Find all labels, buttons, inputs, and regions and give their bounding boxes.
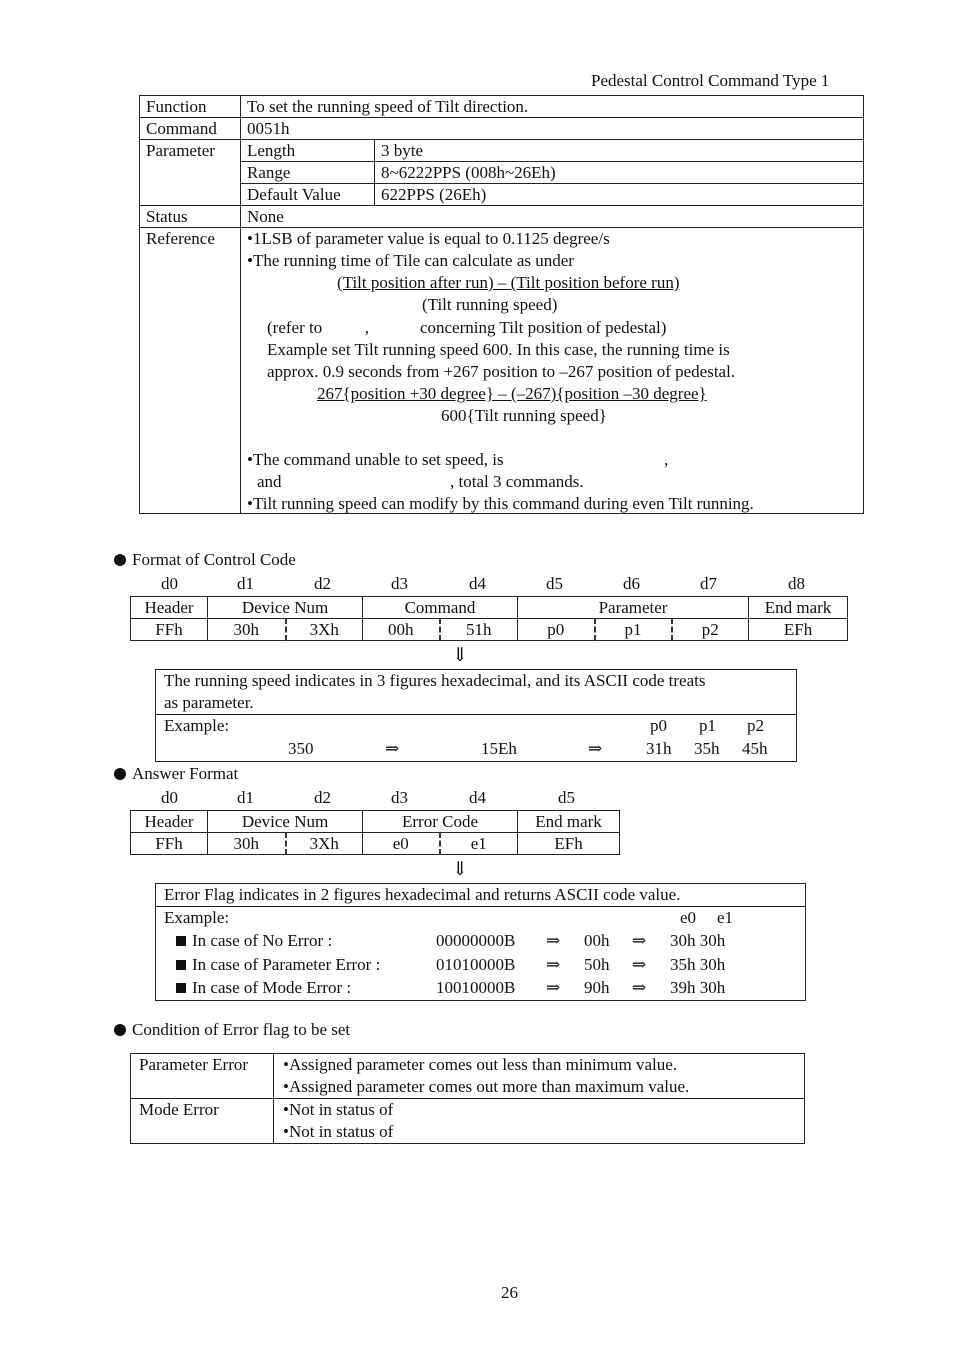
byte-value: e0 xyxy=(363,833,440,855)
note-line: The running speed indicates in 3 figures hexadecimal, and its ASCII code treats xyxy=(164,671,706,690)
conditions-table xyxy=(130,1053,805,1144)
condition-line: •Not in status of xyxy=(283,1100,394,1119)
col-label: d2 xyxy=(314,788,331,807)
error-row-binary: 00000000B xyxy=(436,931,516,950)
condition-line: •Assigned parameter comes out more than maximum value. xyxy=(283,1077,690,1096)
col-label: d4 xyxy=(469,574,486,593)
right-arrow-icon: ⇒ xyxy=(546,955,561,974)
byte-value: p0 xyxy=(518,619,595,641)
down-arrow-icon: ⇓ xyxy=(452,645,468,666)
col-label: d7 xyxy=(700,574,717,593)
param-range-name: Range xyxy=(241,162,375,184)
col-label: d3 xyxy=(391,788,408,807)
example-decimal: 350 xyxy=(288,739,314,758)
control-code-table xyxy=(130,596,848,641)
example-label: Example: xyxy=(164,908,230,927)
condition-line: •Not in status of xyxy=(283,1122,394,1141)
ref-line: •The running time of Tile can calculate as under xyxy=(247,251,574,270)
right-arrow-icon: ⇒ xyxy=(385,739,400,758)
note-line: Error Flag indicates in 2 figures hexadecimal and returns ASCII code value. xyxy=(164,885,681,904)
col-label: d3 xyxy=(391,574,408,593)
command-value: 0051h xyxy=(241,118,864,140)
byte-value: 30h xyxy=(208,833,286,855)
condition-line: •Assigned parameter comes out less than minimum value. xyxy=(283,1055,678,1074)
ref-line: •Tilt running speed can modify by this command during even Tilt running. xyxy=(247,494,754,513)
byte-value: FFh xyxy=(131,619,208,641)
page-number: 26 xyxy=(501,1283,518,1302)
square-bullet-icon xyxy=(176,983,186,993)
group-end-mark: End mark xyxy=(518,811,620,833)
answer-note-box xyxy=(155,883,806,1001)
ref-line: , xyxy=(664,450,669,469)
param-default-value: 622PPS (26Eh) xyxy=(375,184,864,206)
bullet-icon xyxy=(114,768,126,780)
group-parameter: Parameter xyxy=(518,597,749,619)
group-device-num: Device Num xyxy=(208,597,363,619)
example-ascii: 45h xyxy=(742,739,768,758)
conditions-heading: Condition of Error flag to be set xyxy=(114,1020,350,1040)
byte-value: 3Xh xyxy=(286,833,363,855)
reference-content xyxy=(241,228,864,514)
byte-value: EFh xyxy=(749,619,848,641)
ref-example-numerator: 267{position +30 degree} – (–267){position –30 degree} xyxy=(317,384,707,403)
error-row-hex: 50h xyxy=(584,955,610,974)
example-head: p1 xyxy=(699,716,716,735)
ref-line: and xyxy=(257,472,282,491)
byte-value: 00h xyxy=(363,619,440,641)
ref-line: (refer to , concerning Tilt position of pedestal) xyxy=(267,318,667,337)
divider xyxy=(156,906,805,907)
col-label: d2 xyxy=(314,574,331,593)
error-row-binary: 01010000B xyxy=(436,955,516,974)
example-head: e1 xyxy=(717,908,734,927)
right-arrow-icon: ⇒ xyxy=(588,739,603,758)
answer-table xyxy=(130,810,620,855)
col-label: d5 xyxy=(546,574,563,593)
square-bullet-icon xyxy=(176,960,186,970)
param-error-desc xyxy=(274,1054,805,1099)
param-default-name: Default Value xyxy=(241,184,375,206)
example-label: Example: xyxy=(164,716,230,735)
example-ascii: 31h xyxy=(646,739,672,758)
byte-value: 30h xyxy=(208,619,286,641)
error-row-hex: 00h xyxy=(584,931,610,950)
control-code-note-box xyxy=(155,669,797,762)
ref-formula-denominator: (Tilt running speed) xyxy=(422,295,558,314)
example-head: p2 xyxy=(747,716,764,735)
col-label: d1 xyxy=(237,788,254,807)
parameter-label: Parameter xyxy=(140,140,241,206)
ref-line: •The command unable to set speed, is xyxy=(247,450,504,469)
spec-table xyxy=(139,95,864,514)
square-bullet-icon xyxy=(176,936,186,946)
status-label: Status xyxy=(140,206,241,228)
byte-value: FFh xyxy=(131,833,208,855)
param-length-value: 3 byte xyxy=(375,140,864,162)
function-label: Function xyxy=(140,96,241,118)
byte-value: p1 xyxy=(595,619,672,641)
col-label: d8 xyxy=(788,574,805,593)
error-row-label: In case of No Error : xyxy=(176,931,332,951)
error-row-hex: 90h xyxy=(584,978,610,997)
command-label: Command xyxy=(140,118,241,140)
reference-label: Reference xyxy=(140,228,241,514)
bullet-icon xyxy=(114,1024,126,1036)
answer-heading: Answer Format xyxy=(114,764,238,784)
control-code-heading: Format of Control Code xyxy=(114,550,296,570)
ref-line: •1LSB of parameter value is equal to 0.1125 degree/s xyxy=(247,229,610,248)
group-command: Command xyxy=(363,597,518,619)
right-arrow-icon: ⇒ xyxy=(632,955,647,974)
param-error-label: Parameter Error xyxy=(131,1054,274,1099)
col-label: d4 xyxy=(469,788,486,807)
ref-line: approx. 0.9 seconds from +267 position to –267 position of pedestal. xyxy=(267,362,736,381)
param-range-value: 8~6222PPS (008h~26Eh) xyxy=(375,162,864,184)
example-ascii: 35h xyxy=(694,739,720,758)
col-label: d0 xyxy=(161,788,178,807)
function-value: To set the running speed of Tilt direction. xyxy=(241,96,864,118)
divider xyxy=(156,714,796,715)
example-head: p0 xyxy=(650,716,667,735)
ref-example-denominator: 600{Tilt running speed} xyxy=(441,406,607,425)
byte-value: 3Xh xyxy=(286,619,363,641)
error-row-label: In case of Mode Error : xyxy=(176,978,351,998)
example-head: e0 xyxy=(680,908,697,927)
right-arrow-icon: ⇒ xyxy=(546,931,561,950)
col-label: d5 xyxy=(558,788,575,807)
byte-value: EFh xyxy=(518,833,620,855)
error-row-label: In case of Parameter Error : xyxy=(176,955,380,975)
error-row-ascii: 30h 30h xyxy=(670,931,726,950)
group-error-code: Error Code xyxy=(363,811,518,833)
error-row-binary: 10010000B xyxy=(436,978,516,997)
page-header: Pedestal Control Command Type 1 xyxy=(591,71,830,90)
byte-value: 51h xyxy=(440,619,518,641)
status-value: None xyxy=(241,206,864,228)
col-label: d0 xyxy=(161,574,178,593)
group-end-mark: End mark xyxy=(749,597,848,619)
mode-error-desc xyxy=(274,1099,805,1144)
byte-value: p2 xyxy=(672,619,749,641)
error-row-ascii: 39h 30h xyxy=(670,978,726,997)
mode-error-label: Mode Error xyxy=(131,1099,274,1144)
right-arrow-icon: ⇒ xyxy=(546,978,561,997)
col-label: d6 xyxy=(623,574,640,593)
col-label: d1 xyxy=(237,574,254,593)
note-line: as parameter. xyxy=(164,693,254,712)
group-header: Header xyxy=(131,811,208,833)
example-hex: 15Eh xyxy=(481,739,517,758)
right-arrow-icon: ⇒ xyxy=(632,978,647,997)
group-header: Header xyxy=(131,597,208,619)
bullet-icon xyxy=(114,554,126,566)
byte-value: e1 xyxy=(440,833,518,855)
right-arrow-icon: ⇒ xyxy=(632,931,647,950)
ref-line: , total 3 commands. xyxy=(450,472,584,491)
down-arrow-icon: ⇓ xyxy=(452,859,468,880)
group-device-num: Device Num xyxy=(208,811,363,833)
ref-formula-numerator: (Tilt position after run) – (Tilt position before run) xyxy=(337,273,680,292)
ref-line: Example set Tilt running speed 600. In this case, the running time is xyxy=(267,340,730,359)
error-row-ascii: 35h 30h xyxy=(670,955,726,974)
param-length-name: Length xyxy=(241,140,375,162)
